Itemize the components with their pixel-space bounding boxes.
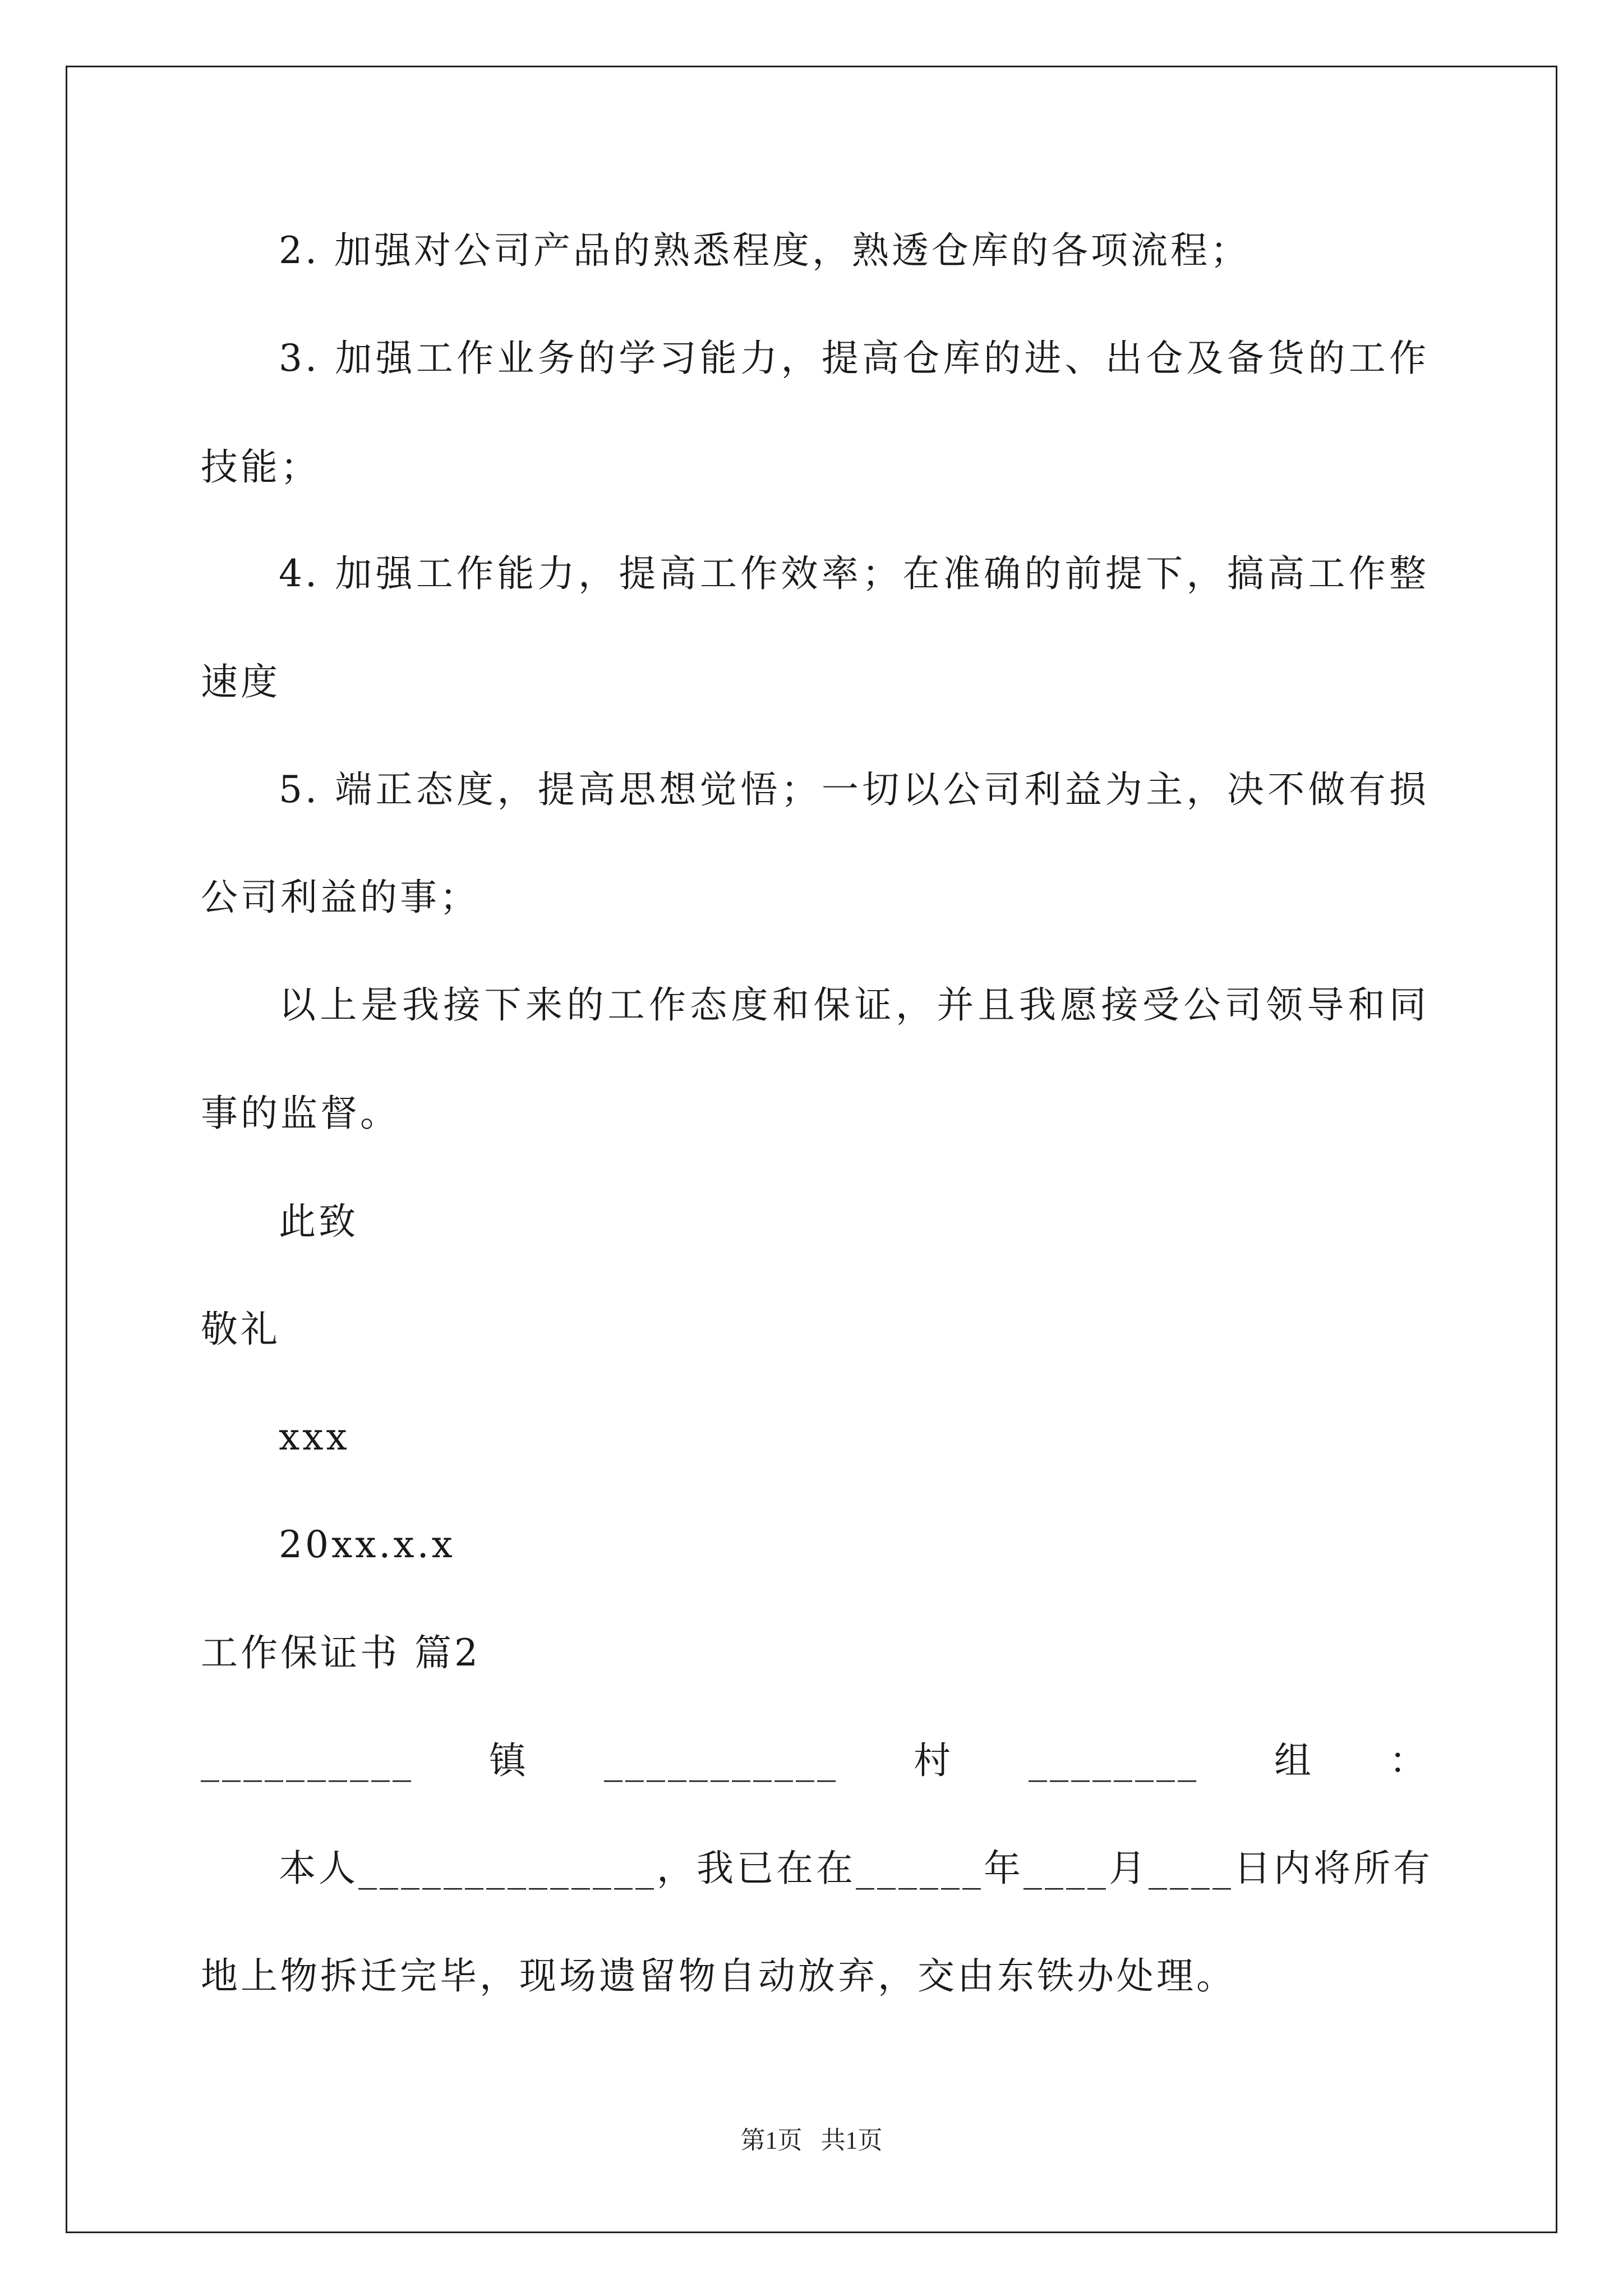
page-number-footer: 第1页 共1页 (740, 2127, 883, 2154)
item-3-text-line-2: 技能； (201, 445, 320, 489)
closing-paragraph-line-1: 以上是我接下来的工作态度和保证，并且我愿接受公司领导和同 (279, 983, 1429, 1027)
item-2-text: 2. 加强对公司产品的熟悉程度，熟透仓库的各项流程； (279, 229, 1250, 272)
signature-date: 20xx.x.x (279, 1523, 455, 1566)
salutation-jingli: 敬礼 (201, 1308, 280, 1351)
signature-name: xxx (279, 1415, 350, 1458)
item-3-text-line-1: 3. 加强工作业务的学习能力，提高仓库的进、出仓及备货的工作 (279, 337, 1429, 380)
statement-line-2: 地上物拆迁完毕，现场遗留物自动放弃，交由东铁办处理。 (201, 1954, 1236, 1998)
item-4-text-line-1: 4. 加强工作能力，提高工作效率；在准确的前提下，搞高工作整 (279, 552, 1429, 595)
item-5-text-line-1: 5. 端正态度，提高思想觉悟；一切以公司利益为主，决不做有损 (279, 768, 1429, 811)
statement-line-1: 本人______________，我已在在______年____月____日内将所有 (279, 1847, 1433, 1890)
salutation-cizhi: 此致 (279, 1200, 358, 1243)
item-5-text-line-2: 公司利益的事； (201, 876, 479, 919)
address-line: __________镇___________村________组： (201, 1739, 1429, 1782)
closing-paragraph-line-2: 事的监督。 (201, 1092, 400, 1135)
item-4-text-line-2: 速度 (201, 660, 280, 703)
section-heading: 工作保证书 篇2 (201, 1631, 481, 1674)
page-border (66, 66, 1557, 2233)
